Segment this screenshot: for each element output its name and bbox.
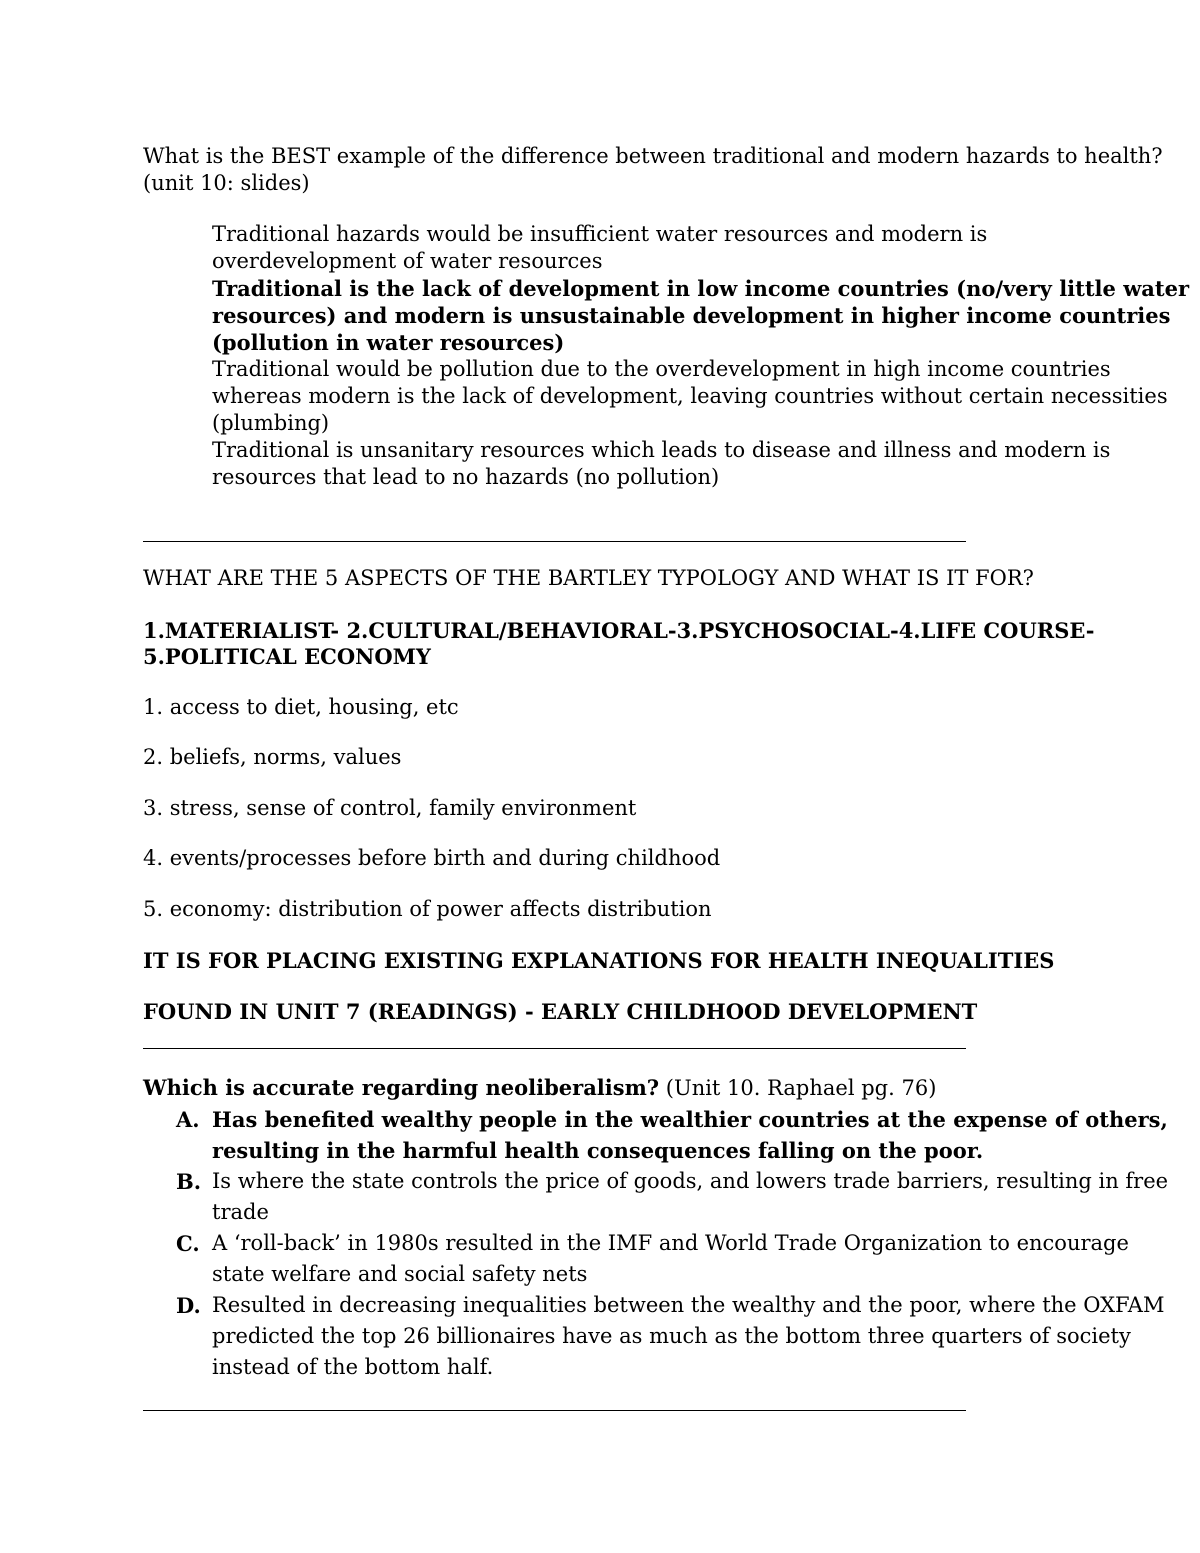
q3-option-c-line-1: A ‘roll-back’ in 1980s resulted in the IMF and World Trade Organization to encourage [212, 1231, 1129, 1255]
q1-option-3-line-3: (plumbing) [212, 411, 330, 435]
q1-option-3-line-2: whereas modern is the lack of development, leaving countries without certain necessities [212, 384, 1168, 408]
q1-option-2-line-1: Traditional is the lack of development in low income countries (no/very little water [212, 276, 1190, 301]
q2-source: FOUND IN UNIT 7 (READINGS) - EARLY CHILDHOOD DEVELOPMENT [143, 999, 978, 1024]
question-3-text: Which is accurate regarding neoliberalism? [143, 1075, 660, 1100]
q1-option-2-line-2: resources) and modern is unsustainable development in higher income countries [212, 303, 1171, 328]
divider-3 [143, 1410, 966, 1411]
q2-item-3: 3. stress, sense of control, family environment [143, 796, 637, 820]
q3-option-d-line-3: instead of the bottom half. [212, 1355, 494, 1379]
q3-option-d-letter: D. [176, 1293, 201, 1318]
question-3-reference: (Unit 10. Raphael pg. 76) [659, 1076, 937, 1100]
q1-option-4-line-1: Traditional is unsanitary resources which leads to disease and illness and modern is [212, 438, 1111, 462]
q3-option-b-letter: B. [176, 1169, 202, 1194]
q1-option-1-line-1: Traditional hazards would be insufficient water resources and modern is [212, 222, 988, 246]
q3-option-b-line-1: Is where the state controls the price of goods, and lowers trade barriers, resulting in free [212, 1169, 1169, 1193]
q2-answer-line-2: 5.POLITICAL ECONOMY [143, 644, 431, 669]
question-1-reference: (unit 10: slides) [143, 171, 310, 195]
q3-option-a-letter: A. [176, 1107, 200, 1132]
q2-item-4: 4. events/processes before birth and during childhood [143, 846, 721, 870]
divider-2 [143, 1048, 966, 1049]
q2-answer-line-1: 1.MATERIALIST- 2.CULTURAL/BEHAVIORAL-3.PSYCHOSOCIAL-4.LIFE COURSE- [143, 618, 1095, 643]
q3-option-b-line-2: trade [212, 1200, 269, 1224]
question-3 [143, 1074, 936, 1102]
q1-option-4-line-2: resources that lead to no hazards (no pollution) [212, 465, 720, 489]
q3-option-c-line-2: state welfare and social safety nets [212, 1262, 588, 1286]
q2-purpose: IT IS FOR PLACING EXISTING EXPLANATIONS FOR HEALTH INEQUALITIES [143, 948, 1055, 973]
question-2-text: WHAT ARE THE 5 ASPECTS OF THE BARTLEY TYPOLOGY AND WHAT IS IT FOR? [143, 566, 1034, 590]
q2-item-5: 5. economy: distribution of power affects distribution [143, 897, 712, 921]
divider-1 [143, 541, 966, 542]
q1-option-3-line-1: Traditional would be pollution due to the overdevelopment in high income countries [212, 357, 1111, 381]
q3-option-c-letter: C. [176, 1231, 200, 1256]
q3-option-d-line-2: predicted the top 26 billionaires have as much as the bottom three quarters of society [212, 1324, 1131, 1348]
q1-option-2-line-3: (pollution in water resources) [212, 330, 565, 355]
question-1-text: What is the BEST example of the difference between traditional and modern hazards to health? [143, 144, 1163, 168]
q2-item-2: 2. beliefs, norms, values [143, 745, 402, 769]
q3-option-a-line-1: Has benefited wealthy people in the wealthier countries at the expense of others, [212, 1107, 1168, 1132]
q3-option-a-line-2: resulting in the harmful health consequences falling on the poor. [212, 1138, 984, 1163]
q1-option-1-line-2: overdevelopment of water resources [212, 249, 603, 273]
q3-option-d-line-1: Resulted in decreasing inequalities between the wealthy and the poor, where the OXFAM [212, 1293, 1165, 1317]
q2-item-1: 1. access to diet, housing, etc [143, 695, 459, 719]
